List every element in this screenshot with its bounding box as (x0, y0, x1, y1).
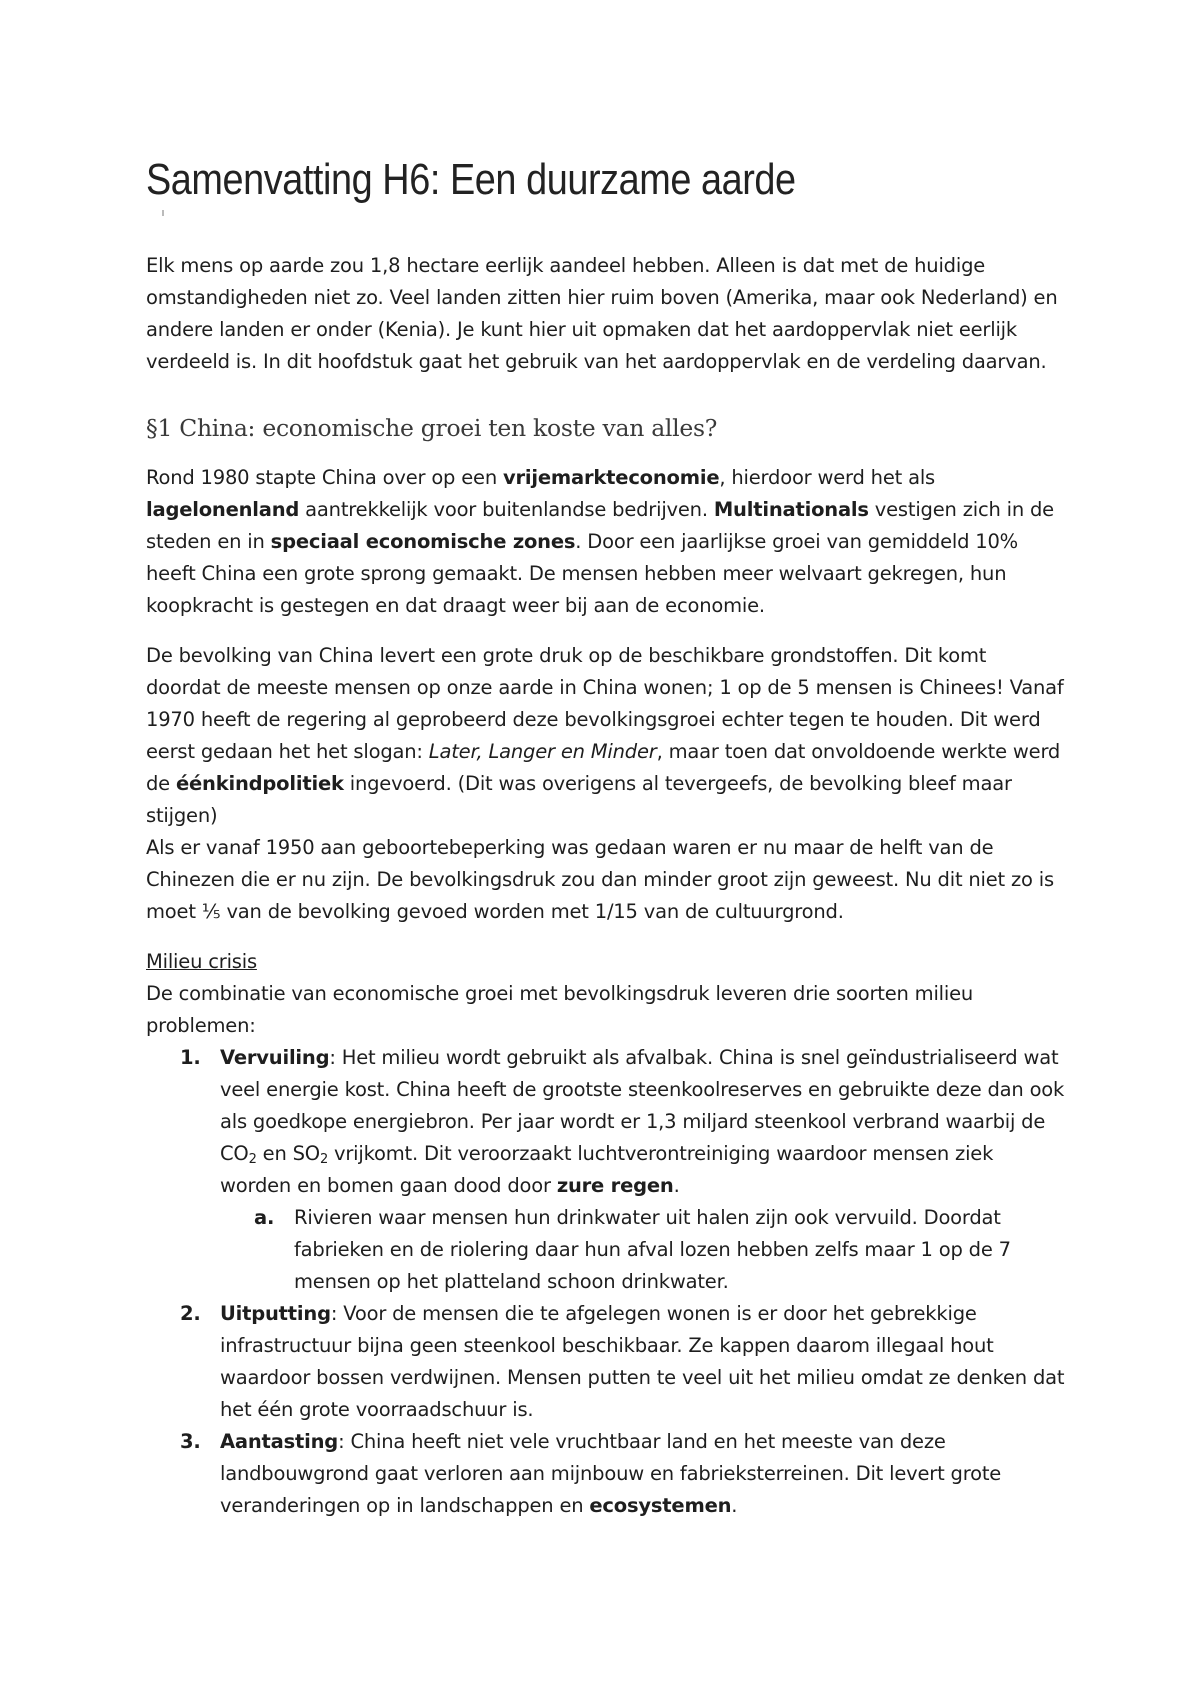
milieu-crisis-heading: Milieu crisis (146, 950, 257, 973)
list-number: 1. (180, 1046, 201, 1069)
list-number: 3. (180, 1430, 201, 1453)
cursor-mark (162, 210, 164, 216)
section-heading: §1 China: economische groei ten koste van alles? (146, 414, 718, 442)
sub-list (220, 1202, 1066, 1298)
paragraph-population: De bevolking van China levert een grote druk op de beschikbare grondstoffen. Dit komt doordat de meeste mensen op onze aarde in China wonen; 1 op de 5 mensen is Chinees! Vanaf 1970 heeft de regering al geprobeerd deze bevolkingsgroei echter tegen te houden. Dit werd eerst gedaan het het slogan: Later, Langer en Minder, maar toen dat onvoldoende werkte werd de éénkindpolitiek ingevoerd. (Dit was overigens al tevergeefs, de bevolking bleef maar stijgen) Als er vanaf 1950 aan geboortebeperking was gedaan waren er nu maar de helft van de Chinezen die er nu zijn. De bevolkingsdruk zou dan minder groot zijn geweest. Nu dit niet zo is moet ⅕ van de bevolking gevoed worden met 1/15 van de cultuurgrond. (146, 644, 1064, 923)
list-item-aantasting: 3. Aantasting: China heeft niet vele vruchtbaar land en het meeste van deze landbouwgrond gaat verloren aan mijnbouw en fabrieksterreinen. Dit levert grote veranderingen op in landschappen en ecosystemen. (146, 1426, 1066, 1522)
milieu-problems-list (146, 1042, 1066, 1522)
term-economische-zones: speciaal economische zones (270, 530, 576, 553)
term-vervuiling: Vervuiling (220, 1046, 330, 1069)
sub-list-letter: a. (254, 1206, 275, 1229)
list-item-uitputting: 2. Uitputting: Voor de mensen die te afgelegen wonen is er door het gebrekkige infrastructuur bijna geen steenkool beschikbaar. Ze kappen daarom illegaal hout waardoor bossen verdwijnen. Mensen putten te veel uit het milieu omdat ze denken dat het één grote voorraadschuur is. (146, 1298, 1066, 1426)
term-aantasting: Aantasting (220, 1430, 339, 1453)
term-uitputting: Uitputting (220, 1302, 331, 1325)
term-multinationals: Multinationals (713, 498, 869, 521)
sub-list-item: a. Rivieren waar mensen hun drinkwater uit halen zijn ook vervuild. Doordat fabrieken en de riolering daar hun afval lozen hebben zelfs maar 1 op de 7 mensen op het platteland schoon drinkwater. (220, 1202, 1066, 1298)
milieu-intro: De combinatie van economische groei met bevolkingsdruk leveren drie soorten milieu problemen: (146, 982, 974, 1037)
term-eenkindpolitiek: éénkindpolitiek (175, 772, 344, 795)
term-vrijemarkteconomie: vrijemarkteconomie (502, 466, 720, 489)
list-item-vervuiling: 1. Vervuiling: Het milieu wordt gebruikt als afvalbak. China is snel geïndustrialiseerd wat veel energie kost. China heeft de grootste steenkoolreserves en gebruikte deze dan ook als goedkope energiebron. Per jaar wordt er 1,3 miljard steenkool verbrand waarbij de $CO_2$ en $SO_2$ vrijkomt. Dit veroorzaakt luchtverontreiniging waardoor mensen ziek worden en bomen gaan dood door zure regen. a. Rivieren waar mensen hun drinkwater uit halen zijn ook vervuild. Doordat fabrieken en de riolering daar hun afval lozen hebben zelfs maar 1 op de 7 mensen op het platteland schoon drinkwater. (146, 1042, 1066, 1298)
paragraph-economy: Rond 1980 stapte China over op een vrijemarkteconomie, hierdoor werd het als lagelonenland aantrekkelijk voor buitenlandse bedrijven. Multinationals vestigen zich in de steden en in speciaal economische zones. Door een jaarlijkse groei van gemiddeld 10% heeft China een grote sprong gemaakt. De mensen hebben meer welvaart gekregen, hun koopkracht is gestegen en dat draagt weer bij aan de economie. (146, 466, 1054, 617)
document-title: Samenvatting H6: Een duurzame aarde (146, 155, 796, 204)
term-ecosystemen: ecosystemen (589, 1494, 732, 1517)
term-lagelonenland: lagelonenland (146, 498, 300, 521)
slogan: Later, Langer en Minder (428, 740, 657, 763)
intro-paragraph: Elk mens op aarde zou 1,8 hectare eerlijk aandeel hebben. Alleen is dat met de huidige omstandigheden niet zo. Veel landen zitten hier ruim boven (Amerika, maar ook Nederland) en andere landen er onder (Kenia). Je kunt hier uit opmaken dat het aardoppervlak niet eerlijk verdeeld is. In dit hoofdstuk gaat het gebruik van het aardoppervlak en de verdeling daarvan. (146, 254, 1058, 373)
list-number: 2. (180, 1302, 201, 1325)
term-zure-regen: zure regen (556, 1174, 674, 1197)
document-page (146, 150, 1066, 1522)
